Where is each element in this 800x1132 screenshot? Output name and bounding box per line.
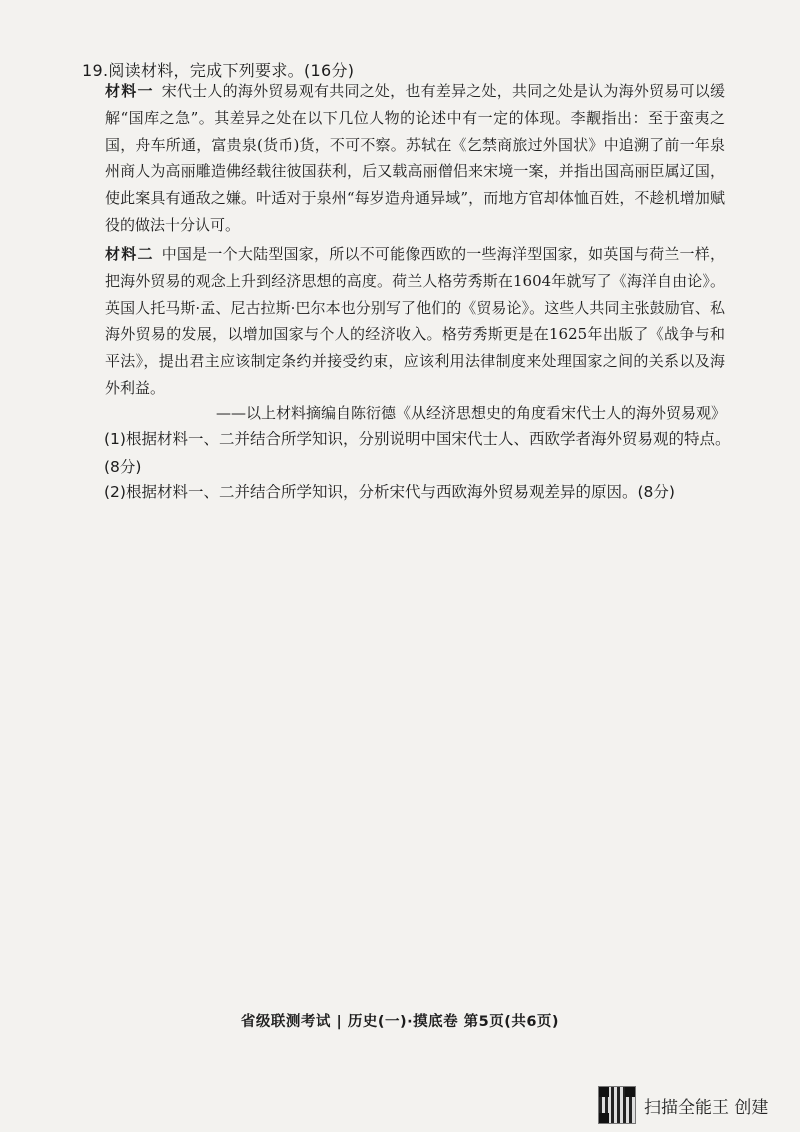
material-two xyxy=(105,241,725,402)
material-two-label: 材料二 xyxy=(105,245,154,263)
material-one xyxy=(105,78,725,239)
qr-code-icon xyxy=(598,1086,636,1124)
material-two-text: 中国是一个大陆型国家，所以不可能像西欧的一些海洋型国家，如英国与荷兰一样，把海外贸易的观念上升到经济思想的高度。荷兰人格劳秀斯在1604年就写了《海洋自由论》。英国人托马斯·孟、尼古拉斯·巴尔本也分别写了他们的《贸易论》。这些人共同主张鼓励官、私海外贸易的发展，以增加国家与个人的经济收入。格劳秀斯更是在1625年出版了《战争与和平法》，提出君主应该制定条约并接受约束，应该利用法律制度来处理国家之间的关系以及海外利益。 xyxy=(105,245,725,397)
page-footer: 省级联测考试 | 历史(一)·摸底卷 第5页(共6页) xyxy=(240,1014,560,1030)
material-one-label: 材料一 xyxy=(105,82,154,100)
scanner-watermark xyxy=(598,1086,768,1124)
question-title: 19.阅读材料，完成下列要求。(16分) xyxy=(82,61,355,80)
sub-question-2: (2)根据材料一、二并结合所学知识，分析宋代与西欧海外贸易观差异的原因。(8分) xyxy=(104,483,675,501)
scanner-watermark-text: 扫描全能王 创建 xyxy=(644,1097,769,1118)
material-one-text: 宋代士人的海外贸易观有共同之处，也有差异之处，共同之处是认为海外贸易可以缓解“国库之急”。其差异之处在以下几位人物的论述中有一定的体现。李觏指出：至于蛮夷之国，舟车所通，富贵泉(货币)货，不可不察。苏轼在《乞禁商旅过外国状》中追溯了前一年泉州商人为高丽雕造佛经载往彼国获利，后又载高丽僧侣来宋境一案，并指出国高丽臣属辽国，使此案具有通敌之嫌。叶适对于泉州“每岁造舟通异域”，而地方官却体恤百姓，不趁机增加赋役的做法十分认可。 xyxy=(105,82,725,234)
sub-question-1: (1)根据材料一、二并结合所学知识，分别说明中国宋代士人、西欧学者海外贸易观的特点。(8分) xyxy=(104,430,731,476)
material-source: ——以上材料摘编自陈衍德《从经济思想史的角度看宋代士人的海外贸易观》 xyxy=(215,404,726,422)
